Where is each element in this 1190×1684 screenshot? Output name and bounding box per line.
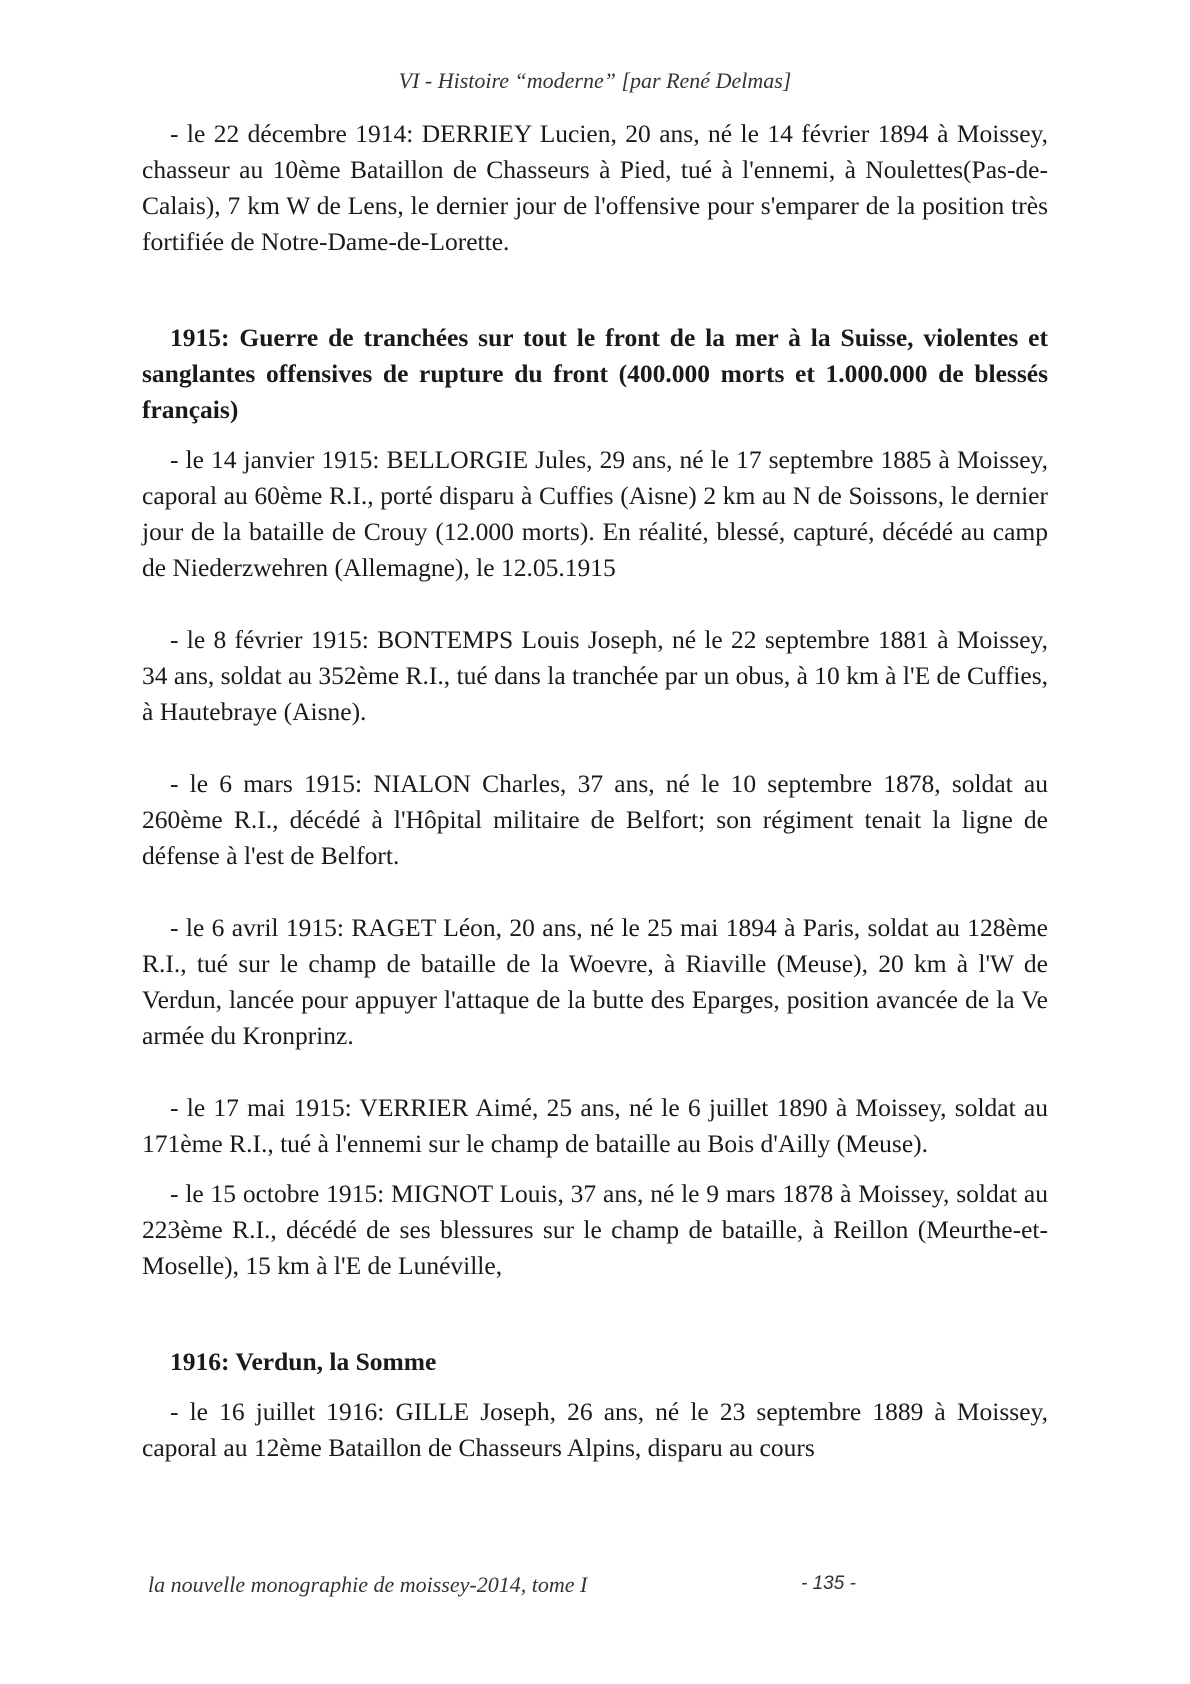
- entry-mignot: - le 15 octobre 1915: MIGNOT Louis, 37 ans, né le 9 mars 1878 à Moissey, soldat au 223ème R.I., décédé de ses blessures sur le champ de bataille, à Reillon (Meurthe-et-Moselle), 15 km à l'E de Lunéville,: [142, 1179, 1048, 1280]
- section-heading-1916: 1916: Verdun, la Somme: [170, 1347, 437, 1376]
- footer-book-title: la nouvelle monographie de moissey-2014, tome I: [148, 1572, 588, 1597]
- entry-bontemps: - le 8 février 1915: BONTEMPS Louis Joseph, né le 22 septembre 1881 à Moissey, 34 ans, soldat au 352ème R.I., tué dans la tranchée par un obus, à 10 km à l'E de Cuffies, à Hautebraye (Aisne).: [142, 625, 1048, 726]
- running-header: VI - Histoire “moderne” [par René Delmas]: [398, 68, 792, 93]
- page-number: - 135 -: [801, 1573, 856, 1594]
- entry-nialon: - le 6 mars 1915: NIALON Charles, 37 ans, né le 10 septembre 1878, soldat au 260ème R.I., décédé à l'Hôpital militaire de Belfort; son régiment tenait la ligne de défense à l'est de Belfort.: [142, 769, 1048, 870]
- entry-gille: - le 16 juillet 1916: GILLE Joseph, 26 ans, né le 23 septembre 1889 à Moissey, caporal au 12ème Bataillon de Chasseurs Alpins, disparu au cours: [142, 1397, 1048, 1462]
- section-heading-1915: 1915: Guerre de tranchées sur tout le front de la mer à la Suisse, violentes et sanglantes offensives de rupture du front (400.000 morts et 1.000.000 de blessés français): [142, 323, 1048, 424]
- entry-derriey: - le 22 décembre 1914: DERRIEY Lucien, 20 ans, né le 14 février 1894 à Moissey, chasseur au 10ème Bataillon de Chasseurs à Pied, tué à l'ennemi, à Noulettes(Pas-de-Calais), 7 km W de Lens, le dernier jour de l'offensive pour s'emparer de la position très fortifiée de Notre-Dame-de-Lorette.: [142, 119, 1048, 256]
- page-footer: [148, 1572, 1048, 1600]
- entry-bellorgie: - le 14 janvier 1915: BELLORGIE Jules, 29 ans, né le 17 septembre 1885 à Moissey, caporal au 60ème R.I., porté disparu à Cuffies (Aisne) 2 km au N de Soissons, le dernier jour de la bataille de Crouy (12.000 morts). En réalité, blessé, capturé, décédé au camp de Niederzwehren (Allemagne), le 12.05.1915: [142, 445, 1048, 582]
- entry-raget: - le 6 avril 1915: RAGET Léon, 20 ans, né le 25 mai 1894 à Paris, soldat au 128ème R.I., tué sur le champ de bataille de la Woevre, à Riaville (Meuse), 20 km à l'W de Verdun, lancée pour appuyer l'attaque de la butte des Eparges, position avancée de la Ve armée du Kronprinz.: [142, 913, 1048, 1050]
- entry-verrier: - le 17 mai 1915: VERRIER Aimé, 25 ans, né le 6 juillet 1890 à Moissey, soldat au 171ème R.I., tué à l'ennemi sur le champ de bataille au Bois d'Ailly (Meuse).: [142, 1093, 1048, 1158]
- page-body: [142, 116, 1048, 1466]
